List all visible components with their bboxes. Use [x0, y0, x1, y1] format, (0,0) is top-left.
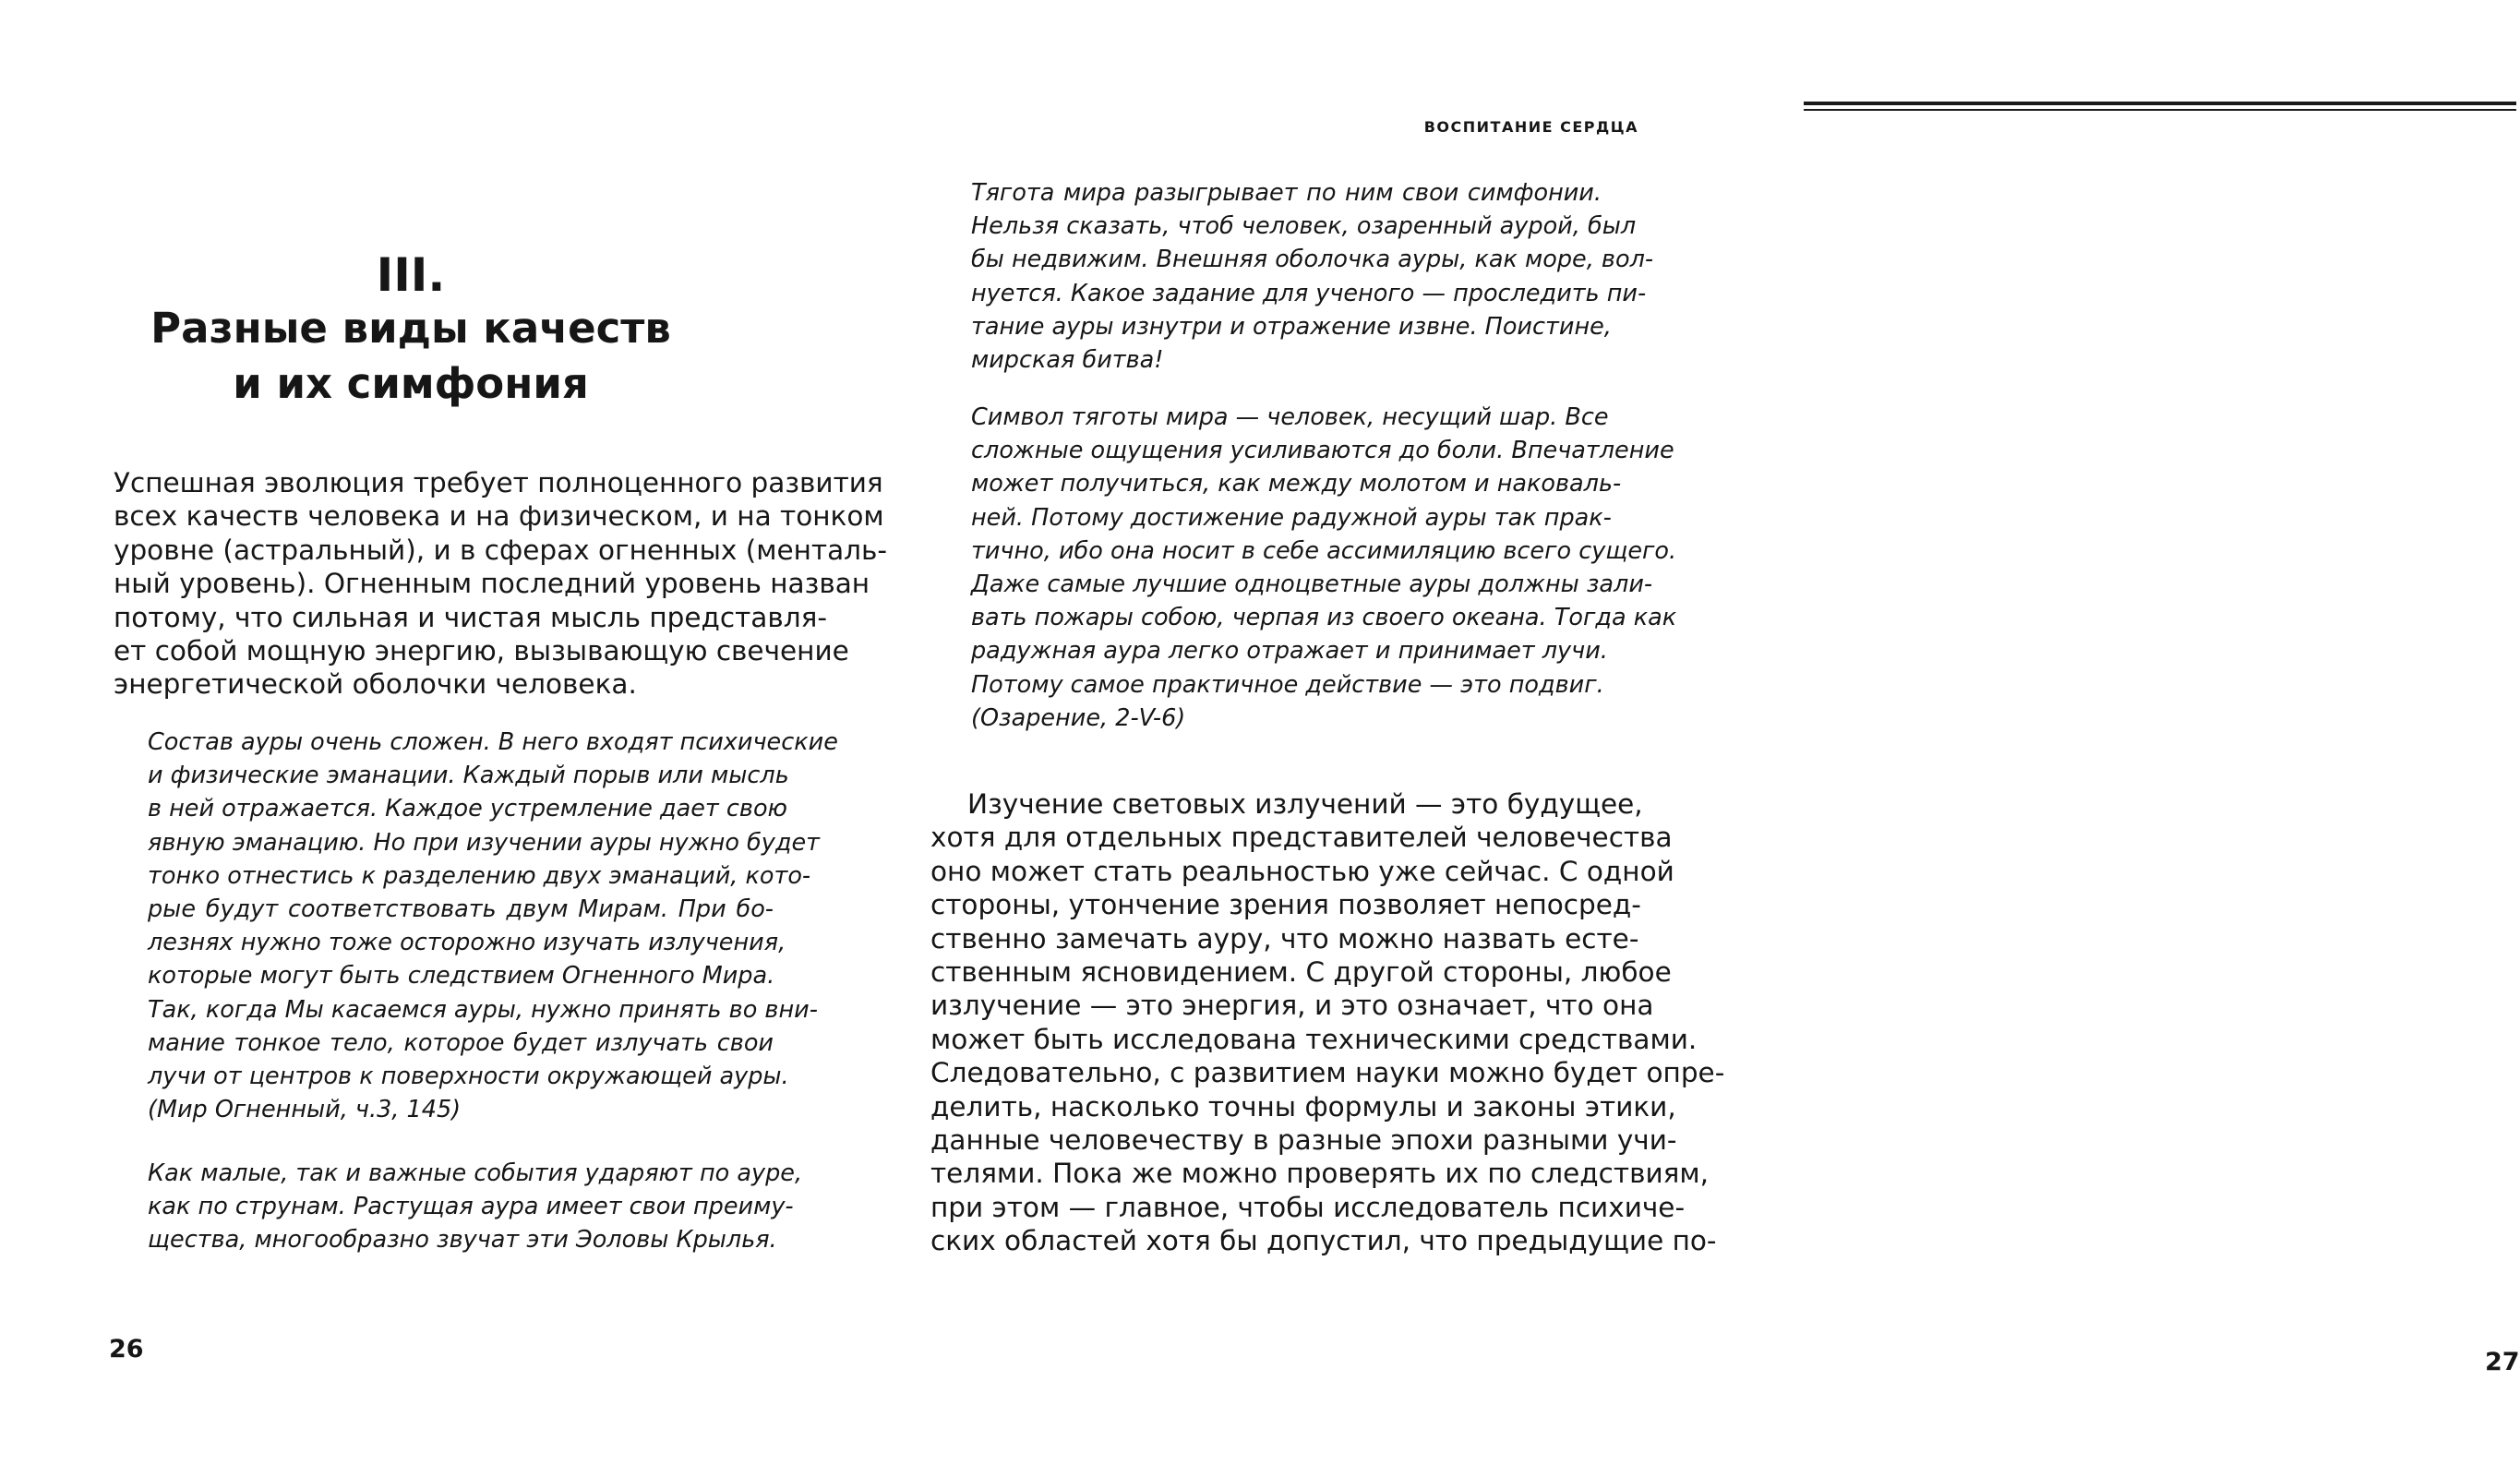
quote-source: (Мир Огненный, ч.3, 145) [148, 1096, 462, 1124]
page-number-right: 27 [2485, 1348, 2520, 1376]
quote-line: Потому самое практичное действие — это подвиг. [971, 670, 1604, 699]
text-line: делить, насколько точны формулы и законы этики, [930, 1090, 1676, 1123]
text-line: ет собой мощную энергию, вызывающую свечение [114, 635, 849, 667]
chapter-title [0, 301, 822, 412]
quote-line: нуется. Какое задание для ученого — проследить пи- [971, 279, 1647, 307]
quote-line: вать пожары собою, черпая из своего океана. Тогда как [971, 604, 1677, 632]
text-line: ских областей хотя бы допустил, что предыдущие по- [930, 1225, 1717, 1257]
header-rule [1804, 102, 2516, 105]
quote-line: ней. Потому достижение радужной ауры так прак- [971, 503, 1612, 532]
quote-line: Состав ауры очень сложен. В него входят психические [148, 728, 838, 756]
text-line: может быть исследована техническими средствами. [930, 1023, 1698, 1055]
quote-line: Даже самые лучшие одноцветные ауры должны зали- [971, 570, 1653, 599]
quote-line: Тягота мира разыгрывает по ним свои симфонии. [971, 179, 1602, 207]
text-line: всех качеств человека и на физическом, и на тонком [114, 500, 884, 533]
quote-line: радужная аура легко отражает и принимает лучи. [971, 637, 1608, 666]
quote-line: тично, ибо она носит в себе ассимиляцию всего сущего. [971, 536, 1677, 565]
quote-line: бы недвижим. Внешняя оболочка ауры, как море, вол- [971, 246, 1654, 274]
quote-line: тание ауры изнутри и отражение извне. Поистине, [971, 312, 1612, 341]
right-page [871, 0, 2520, 1465]
quote-line: мание тонкое тело, которое будет излучать свои [148, 1028, 774, 1057]
text-line: хотя для отдельных представителей человечества [930, 822, 1673, 854]
text-line: Следовательно, с развитием науки можно будет опре- [930, 1057, 1725, 1089]
quote-line: лучи от центров к поверхности окружающей ауры. [148, 1063, 789, 1091]
chapter-title-line: Разные виды качеств [150, 304, 671, 353]
quote-line: Нельзя сказать, чтоб человек, озаренный аурой, был [971, 212, 1637, 241]
text-line: данные человечеству в разные эпохи разными учи- [930, 1124, 1677, 1157]
left-quote-fiery-world [148, 726, 838, 1126]
page-number-left: 26 [109, 1335, 144, 1363]
left-body-paragraph [114, 466, 888, 702]
quote-line: и физические эманации. Каждый порыв или мысль [148, 762, 789, 790]
text-line: стороны, утончение зрения позволяет непосред- [930, 889, 1641, 921]
quote-line: лезнях нужно тоже осторожно изучать излучения, [148, 929, 786, 957]
text-line: ственно замечать ауру, что можно назвать есте- [930, 922, 1639, 955]
chapter-title-line: и их симфония [233, 359, 589, 408]
quote-line: в ней отражается. Каждое устремление дает свою [148, 795, 788, 823]
quote-line: щества, многообразно звучат эти Эоловы Крылья. [148, 1226, 777, 1255]
text-line: потому, что сильная и чистая мысль представля- [114, 601, 828, 633]
header-rule [1804, 109, 2516, 111]
quote-line: сложные ощущения усиливаются до боли. Впечатление [971, 437, 1674, 465]
left-page [0, 0, 888, 1465]
text-line: оно может стать реальностью уже сейчас. С одной [930, 855, 1674, 887]
quote-line: Символ тяготы мира — человек, несущий шар. Все [971, 403, 1609, 431]
text-line: Успешная эволюция требует полноценного развития [114, 467, 883, 498]
quote-line: тонко отнестись к разделению двух эманаций, кото- [148, 861, 811, 890]
quote-line: рые будут соответствовать двум Мирам. При бо- [148, 895, 774, 924]
text-line: энергетической оболочки человека. [114, 668, 637, 701]
quote-line: явную эманацию. Но при изучении ауры нужно будет [148, 828, 821, 857]
text-line: излучение — это энергия, и это означает, что она [930, 990, 1654, 1022]
text-line: при этом — главное, чтобы исследователь психиче- [930, 1191, 1686, 1223]
quote-line: которые могут быть следствием Огненного Мира. [148, 962, 775, 991]
quote-line: как по струнам. Растущая аура имеет свои преиму- [148, 1193, 794, 1221]
chapter-number: III. [376, 248, 446, 302]
running-head: ВОСПИТАНИЕ СЕРДЦА [1423, 118, 1638, 136]
text-line: уровне (астральный), и в сферах огненных (менталь- [114, 534, 888, 566]
right-quote-symphony [971, 176, 1654, 377]
text-line: Изучение световых излучений — это будущее, [967, 788, 1643, 820]
quote-line: может получиться, как между молотом и наковаль- [971, 470, 1622, 498]
text-line: ственным ясновидением. С другой стороны, любое [930, 956, 1672, 989]
text-line: ный уровень). Огненным последний уровень назван [114, 568, 870, 600]
quote-source: (Озарение, 2-V-6) [971, 703, 1186, 732]
right-body-paragraph [930, 787, 1725, 1258]
text-line: телями. Пока же можно проверять их по следствиям, [930, 1158, 1710, 1190]
quote-line: Так, когда Мы касаемся ауры, нужно принять во вни- [148, 995, 818, 1024]
quote-line: мирская битва! [971, 346, 1164, 375]
quote-line: Как малые, так и важные события ударяют по ауре, [148, 1159, 803, 1187]
left-quote-aura-strings [148, 1157, 803, 1257]
right-quote-rainbow-aura [971, 401, 1677, 735]
